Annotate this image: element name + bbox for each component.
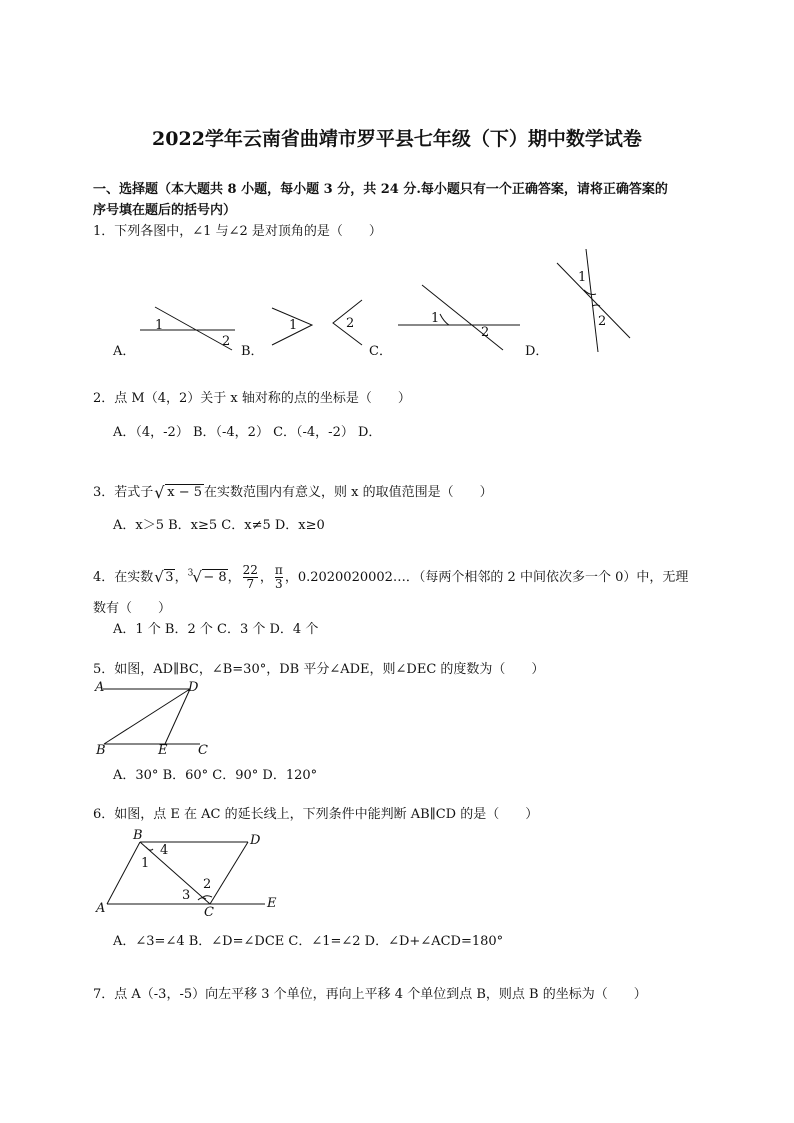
question-6-text: 6．如图，点 E 在 AC 的延长线上，下列条件中能判断 AB∥CD 的是（ ） — [93, 807, 539, 822]
section-header-line1: 一、选择题（本大题共 8 小题，每小题 3 分，共 24 分.每小题只有一个正确答案，请将正确答案的 — [93, 182, 668, 197]
q6-point-c: C — [204, 905, 214, 920]
q3-sqrt: √ x − 5 — [154, 483, 203, 502]
q4-frac-22-7: $\frac{22}{7}$ — [242, 563, 258, 591]
sqrt-sign: √ — [154, 483, 165, 502]
option-d-label: D． — [525, 344, 549, 359]
q6-point-b: B — [133, 828, 143, 843]
q6-point-e: E — [267, 896, 277, 911]
q5-point-d: D — [188, 680, 199, 695]
q4-sqrt3: √ 3 — [154, 568, 174, 586]
fig-e-angle-2: 2 — [598, 314, 607, 329]
option-c-label: C． — [369, 344, 392, 359]
q6-angle-1: 1 — [141, 856, 150, 871]
q6-point-a: A — [96, 901, 106, 916]
question-4-options: A．1 个 B．2 个 C．3 个 D．4 个 — [113, 622, 319, 637]
question-5-text: 5．如图，AD∥BC，∠B=30°，DB 平分∠ADE，则∠DEC 的度数为（ ） — [93, 662, 545, 677]
question-4-text: 4．在实数 √ 3，$^3$ √ − 8， $\frac{22}{7}$ ， $\frac{\pi}{3}$ ，0.2020020002…．（每两个相邻的 2 中间依次多一个 0）中，无理 — [93, 563, 689, 591]
fig-a-angle-2: 2 — [222, 334, 231, 349]
q6-angle-2: 2 — [203, 877, 212, 892]
fig-c-angle-2: 2 — [346, 316, 355, 331]
question-2-text: 2．点 M（4，2）关于 x 轴对称的点的坐标是（ ） — [93, 391, 411, 406]
fig-a-angle-1: 1 — [155, 318, 164, 333]
q6-angle-3: 3 — [182, 888, 191, 903]
fig-b-angle-1: 1 — [289, 318, 298, 333]
question-7-text: 7．点 A（-3，-5）向左平移 3 个单位，再向上平移 4 个单位到点 B，则点 B 的坐标为（ ） — [93, 987, 647, 1002]
q6-point-d: D — [250, 833, 261, 848]
q4-cbrt: √ − 8 — [192, 568, 227, 586]
page-title: 2022学年云南省曲靖市罗平县七年级（下）期中数学试卷 — [152, 128, 642, 150]
fig-d-angle-1: 1 — [431, 311, 440, 326]
option-b-label: B． — [241, 344, 264, 359]
question-4-line2: 数有（ ） — [93, 601, 172, 616]
q5-point-b: B — [96, 743, 106, 758]
question-3-options: A．x＞5 B．x≥5 C．x≠5 D．x≥0 — [113, 518, 325, 533]
fig-e-angle-1: 1 — [578, 270, 587, 285]
question-2-options: A．（4，-2） B．（-4，2） C．（-4，-2） D． — [113, 425, 382, 440]
question-5-options: A．30° B．60° C．90° D．120° — [113, 768, 318, 783]
q3-prefix: 3．若式子 — [93, 485, 154, 500]
option-a-label: A． — [113, 344, 136, 359]
q5-point-a: A — [95, 680, 105, 695]
fig-d-angle-2: 2 — [481, 325, 490, 340]
q5-point-c: C — [198, 743, 208, 758]
section-header-line2: 序号填在题后的括号内） — [93, 203, 237, 218]
question-6-options: A．∠3=∠4 B．∠D=∠DCE C．∠1=∠2 D．∠D+∠ACD=180° — [113, 934, 504, 949]
q4-frac-pi-3: $\frac{\pi}{3}$ — [274, 563, 283, 591]
question-1-text: 1．下列各图中，∠1 与∠2 是对顶角的是（ ） — [93, 224, 382, 239]
q5-point-e: E — [158, 743, 168, 758]
q3-suffix: 在实数范围内有意义，则 x 的取值范围是（ ） — [204, 485, 493, 500]
q6-angle-4: 4 — [160, 843, 169, 858]
